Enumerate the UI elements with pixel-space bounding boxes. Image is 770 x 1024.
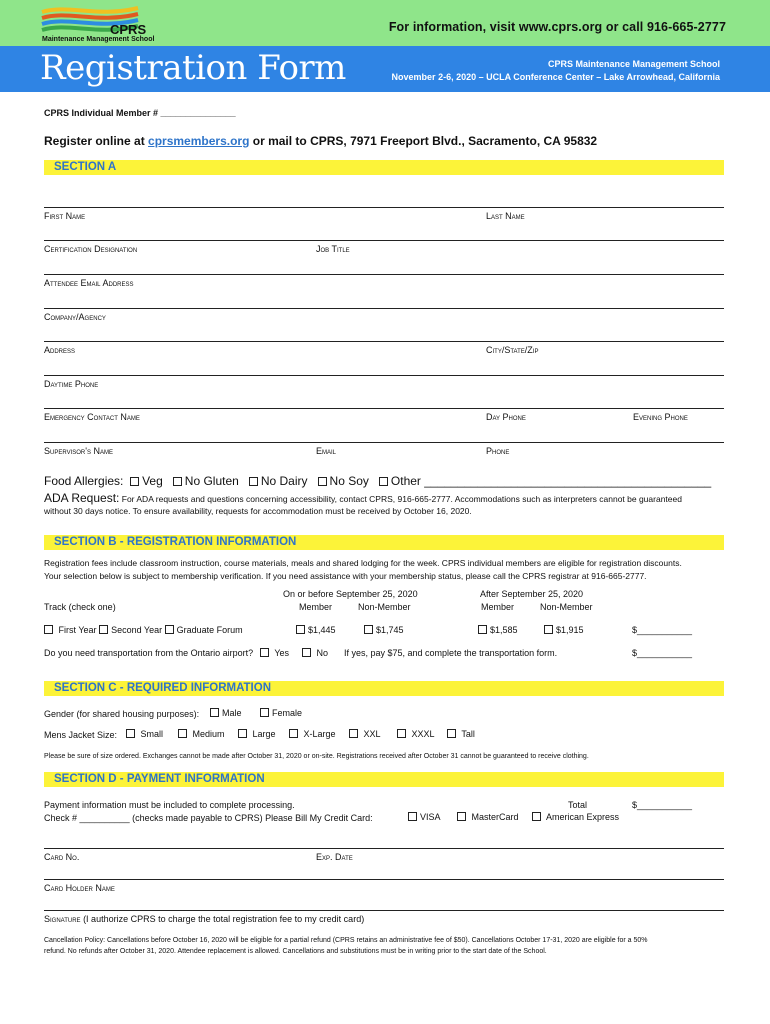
food-other[interactable]: Other ___________________________________________ — [390, 474, 712, 488]
member-header: Member — [481, 602, 515, 612]
card-amex: American Express — [546, 812, 620, 822]
card-holder-label: Card Holder Name — [44, 883, 115, 893]
section-d-title: SECTION D - PAYMENT INFORMATION — [54, 773, 265, 785]
section-b-header — [44, 535, 724, 550]
page-title: Registration Form — [40, 48, 346, 88]
total-label: Total — [568, 800, 588, 810]
checkbox[interactable] — [379, 477, 388, 486]
card-no-label: Card No. — [44, 852, 80, 862]
supervisor-label: Supervisor's Name — [44, 446, 113, 456]
jacket-size-option — [289, 729, 336, 739]
info-line: For information, visit www.cprs.org or call 916-665-2777 — [388, 20, 726, 34]
price-option — [478, 625, 518, 635]
checkbox[interactable] — [260, 648, 269, 657]
transport-no-option — [302, 648, 328, 658]
jacket-size-option — [447, 729, 475, 739]
non-member-header: Non-Member — [540, 602, 593, 612]
size-xxl: XXL — [363, 729, 381, 739]
non-member-header: Non-Member — [358, 602, 411, 612]
jacket-label: Mens Jacket Size: — [44, 730, 118, 740]
card-option — [457, 812, 519, 822]
checkbox[interactable] — [544, 625, 553, 634]
checkbox[interactable] — [289, 729, 298, 738]
food-no-soy: No Soy — [329, 474, 369, 488]
transport-no: No — [316, 648, 329, 658]
total-field[interactable]: $___________ — [632, 800, 693, 810]
company-label: Company/Agency — [44, 312, 106, 322]
payment-note: Payment information must be included to complete processing. — [44, 800, 295, 810]
jacket-size-option — [126, 729, 163, 739]
food-allergies-row — [44, 474, 711, 488]
size-medium: Medium — [192, 729, 225, 739]
size-note: Please be sure of size ordered. Exchanges cannot be made after October 31, 2020 or on-site. Registrations received after October 31 cannot be guaranteed to receive clothing. — [44, 753, 589, 760]
ada-label: ADA Request: — [44, 491, 120, 505]
transport-yes: Yes — [274, 648, 290, 658]
daytime-phone-label: Daytime Phone — [44, 379, 99, 389]
card-mastercard: MasterCard — [471, 812, 519, 822]
signature-label: Signature — [44, 914, 81, 924]
amount-field[interactable]: $___________ — [632, 625, 693, 635]
track-options — [44, 625, 243, 635]
size-tall: Tall — [461, 729, 475, 739]
field-line[interactable] — [44, 375, 724, 376]
food-no-dairy: No Dairy — [260, 474, 308, 488]
card-visa: VISA — [420, 812, 441, 822]
member-header: Member — [299, 602, 333, 612]
ada-text-2: without 30 days notice. To ensure availability, requests for accommodation must be received by October 16, 2020. — [44, 506, 472, 516]
register-prefix: Register online at — [44, 134, 149, 148]
gender-male: Male — [222, 708, 242, 718]
field-line[interactable] — [44, 910, 724, 911]
size-xlarge: X-Large — [303, 729, 336, 739]
logo-text: CPRS — [110, 22, 147, 37]
job-title-label: Job Title — [316, 244, 350, 254]
price-option — [296, 625, 336, 635]
food-allergies-label: Food Allergies: — [44, 474, 124, 488]
checkbox[interactable] — [318, 477, 327, 486]
transport-yes-option — [260, 648, 289, 658]
size-small: Small — [140, 729, 164, 739]
section-d-header — [44, 772, 724, 787]
checkbox[interactable] — [302, 648, 311, 657]
field-line[interactable] — [44, 408, 724, 409]
day-phone-label: Day Phone — [486, 412, 526, 422]
checkbox[interactable] — [130, 477, 139, 486]
field-line[interactable] — [44, 341, 724, 342]
checkbox[interactable] — [349, 729, 358, 738]
gender-female: Female — [272, 708, 303, 718]
field-line[interactable] — [44, 274, 724, 275]
track-first-year: First Year — [58, 625, 97, 635]
address-label: Address — [44, 345, 76, 355]
checkbox[interactable] — [99, 625, 108, 634]
transport-note: If yes, pay $75, and complete the transportation form. — [344, 648, 558, 658]
checkbox[interactable] — [178, 729, 187, 738]
jacket-size-option — [349, 729, 381, 739]
field-line[interactable] — [44, 879, 724, 880]
checkbox[interactable] — [249, 477, 258, 486]
price-nonmember-before: $1,745 — [376, 625, 404, 635]
field-line[interactable] — [44, 442, 724, 443]
transport-question: Do you need transportation from the Ontario airport? — [44, 648, 254, 658]
price-nonmember-after: $1,915 — [556, 625, 584, 635]
col-on-before: On or before September 25, 2020 — [283, 589, 418, 599]
event-info — [392, 58, 720, 84]
track-second-year: Second Year — [111, 625, 163, 635]
signature-row — [44, 914, 364, 924]
checkbox[interactable] — [408, 812, 417, 821]
checkbox[interactable] — [44, 625, 53, 634]
track-graduate-forum: Graduate Forum — [176, 625, 243, 635]
jacket-size-option — [397, 729, 435, 739]
checkbox[interactable] — [364, 625, 373, 634]
price-member-after: $1,585 — [490, 625, 518, 635]
signature-text: (I authorize CPRS to charge the total registration fee to my credit card) — [80, 914, 365, 924]
certification-label: Certification Designation — [44, 244, 138, 254]
field-line[interactable] — [44, 207, 724, 208]
exp-date-label: Exp. Date — [316, 852, 353, 862]
school-name: CPRS Maintenance Management School — [547, 59, 720, 69]
field-line[interactable] — [44, 308, 724, 309]
food-no-gluten: No Gluten — [184, 474, 239, 488]
checkbox[interactable] — [478, 625, 487, 634]
size-xxxl: XXXL — [411, 729, 435, 739]
last-name-label: Last Name — [486, 211, 525, 221]
logo-subtitle: Maintenance Management School — [42, 36, 155, 43]
card-option — [408, 812, 441, 822]
register-suffix: or mail to CPRS, 7971 Freeport Blvd., Sacramento, CA 95832 — [249, 134, 598, 148]
emergency-contact-label: Emergency Contact Name — [44, 412, 140, 422]
email-label: Email — [316, 446, 337, 456]
ada-row — [44, 491, 682, 505]
field-line[interactable] — [44, 848, 724, 849]
section-c-header — [44, 681, 724, 696]
section-b-desc-1: Registration fees include classroom instruction, course materials, meals and shared lodging for the week. CPRS individual members are eligible for registration discounts. — [44, 558, 682, 568]
checkbox[interactable] — [447, 729, 456, 738]
checkbox[interactable] — [457, 812, 466, 821]
phone-label: Phone — [486, 446, 510, 456]
checkbox[interactable] — [238, 729, 247, 738]
price-member-before: $1,445 — [308, 625, 336, 635]
col-after: After September 25, 2020 — [480, 589, 584, 599]
section-a-title: SECTION A — [54, 161, 117, 173]
member-number[interactable]: CPRS Individual Member # _______________ — [44, 108, 236, 118]
register-link[interactable]: cprsmembers.org — [148, 134, 250, 148]
jacket-size-option — [178, 729, 225, 739]
checkbox[interactable] — [260, 708, 269, 717]
checkbox[interactable] — [532, 812, 541, 821]
section-c-title: SECTION C - REQUIRED INFORMATION — [54, 682, 272, 694]
gender-male-option — [210, 708, 242, 718]
email-address-label: Attendee Email Address — [44, 278, 134, 288]
price-option — [364, 625, 404, 635]
section-b-desc-2: Your selection below is subject to membership verification. If you need assistance with your membership status, please call the CPRS registrar at 916-665-2777. — [44, 571, 647, 581]
check-line: Check # __________ (checks made payable to CPRS) Please Bill My Credit Card: — [44, 813, 373, 823]
checkbox[interactable] — [296, 625, 305, 634]
section-b-title: SECTION B - REGISTRATION INFORMATION — [54, 536, 297, 548]
section-a-header — [44, 160, 724, 175]
cancellation-policy-1: Cancellation Policy: Cancellations before October 16, 2020 will be eligible for a partial refund (CPRS retains an administrative fee of $50). Cancellations October 17-31, 2020 are eligible for a 50% — [44, 937, 648, 944]
checkbox[interactable] — [173, 477, 182, 486]
price-option — [544, 625, 584, 635]
gender-female-option — [260, 708, 302, 718]
ada-text: For ADA requests and questions concerning accessibility, contact CPRS, 916-665-2777. Accommodations such as interpreters cannot be guaranteed — [121, 494, 682, 504]
evening-phone-label: Evening Phone — [633, 412, 688, 422]
checkbox[interactable] — [397, 729, 406, 738]
event-details: November 2-6, 2020 – UCLA Conference Center – Lake Arrowhead, California — [391, 72, 720, 82]
checkbox[interactable] — [126, 729, 135, 738]
checkbox[interactable] — [210, 708, 219, 717]
first-name-label: First Name — [44, 211, 86, 221]
amount-field[interactable]: $___________ — [632, 648, 693, 658]
track-label: Track (check one) — [44, 602, 116, 612]
jacket-size-option — [238, 729, 276, 739]
card-option — [532, 812, 619, 822]
city-state-zip-label: City/State/Zip — [486, 345, 539, 355]
field-line[interactable] — [44, 240, 724, 241]
gender-label: Gender (for shared housing purposes): — [44, 709, 200, 719]
food-veg: Veg — [142, 474, 163, 488]
cancellation-policy-2: refund. No refunds after October 31, 2020. Attendee replacement is allowed. Cancellations and substitutions must be in writing prior to the start date of the School. — [44, 948, 547, 955]
register-line — [44, 134, 597, 148]
size-large: Large — [252, 729, 276, 739]
checkbox[interactable] — [165, 625, 174, 634]
